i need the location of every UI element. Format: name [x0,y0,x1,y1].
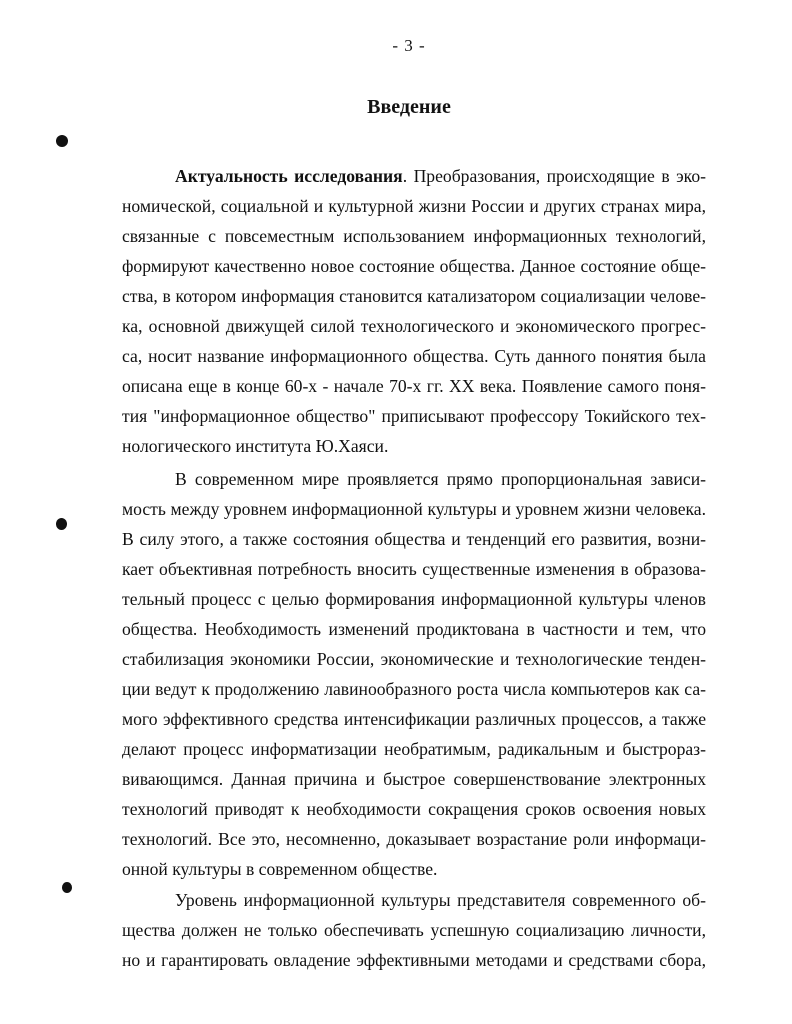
binding-hole-mark-top [56,135,68,147]
text-line: Уровень информационной культуры представителя современного об- [175,890,706,910]
text-line: стабилизация экономики России, экономические и технологические тенден- [122,649,706,669]
text-line: ции ведут к продолжению лавинообразного роста числа компьютеров как са- [122,679,706,699]
text-line: вивающимся. Данная причина и быстрое совершенствование электронных [122,769,706,789]
text-line: нологического института Ю.Хаяси. [122,436,389,456]
text-line: В силу этого, а также состояния общества и тенденций его развития, возни- [122,529,706,549]
text-line: делают процесс информатизации необратимым, радикальным и быстрораз- [122,739,706,759]
text-line: общества. Необходимость изменений продиктована в частности и тем, что [122,619,706,639]
text-line: формируют качественно новое состояние общества. Данное состояние обще- [122,256,706,276]
text-line: В современном мире проявляется прямо пропорциональная зависи- [175,469,706,489]
text-line: описана еще в конце 60-х - начале 70-х гг. XX века. Появление самого поня- [122,376,706,396]
text-line: щества должен не только обеспечивать успешную социализацию личности, [122,920,706,940]
binding-hole-mark-bottom [62,882,72,893]
text-line: технологий приводят к необходимости сокращения сроков освоения новых [122,799,706,819]
binding-hole-mark-middle [56,518,67,530]
text-line: тия "информационное общество" приписывают профессору Токийского тех- [122,406,706,426]
text-line: мого эффективного средства интенсификации различных процессов, а также [122,709,706,729]
text-line: номической, социальной и культурной жизни России и других странах мира, [122,196,706,216]
text-line: но и гарантировать овладение эффективными методами и средствами сбора, [122,950,706,970]
text-line: мость между уровнем информационной культуры и уровнем жизни человека. [122,499,706,519]
text-line: технологий. Все это, несомненно, доказывает возрастание роли информаци- [122,829,706,849]
text-line: кает объективная потребность вносить существенные изменения в образова- [122,559,706,579]
text-line: связанные с повсеместным использованием информационных технологий, [122,226,706,246]
text-line: тельный процесс с целью формирования информационной культуры членов [122,589,706,609]
text-line: ка, основной движущей силой технологического и экономического прогрес- [122,316,706,336]
lead-term: Актуальность исследования [175,166,403,186]
page-number: - 3 - [392,36,426,55]
text-line: онной культуры в современном обществе. [122,859,438,879]
text-line: ства, в котором информация становится катализатором социализации челове- [122,286,706,306]
text-line: Актуальность исследования. Преобразования, происходящие в эко- [175,166,706,186]
section-heading: Введение [367,96,451,118]
text-line: са, носит название информационного общества. Суть данного понятия была [122,346,706,366]
